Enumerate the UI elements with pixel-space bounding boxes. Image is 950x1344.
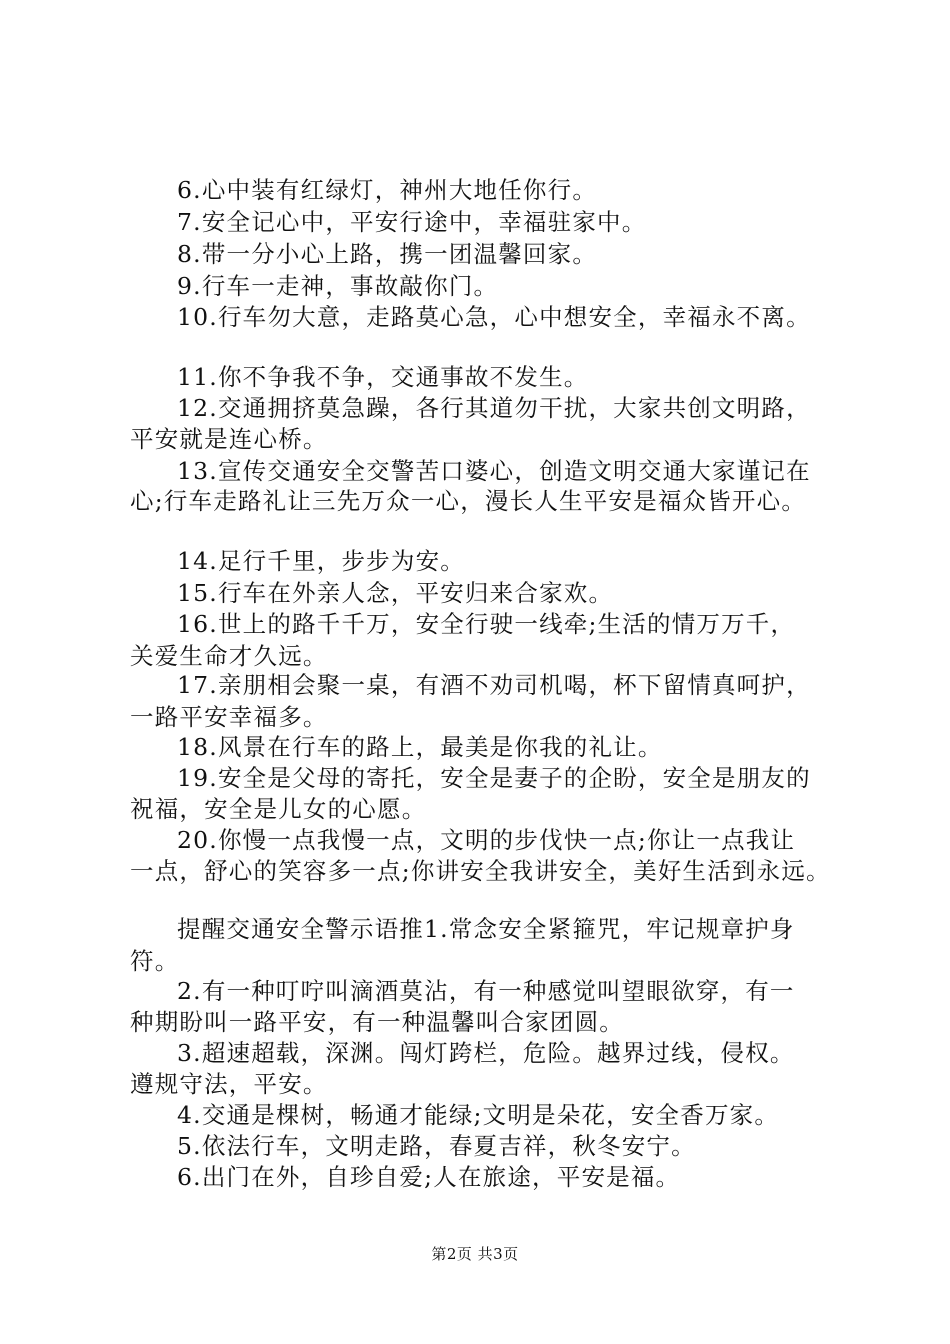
text-line: 9.行车一走神，事故敲你门。 (177, 272, 499, 300)
page-number-footer: 第2页 共3页 (431, 1245, 519, 1263)
text-line: 10.行车勿大意，走路莫心急，心中想安全，幸福永不离。 (177, 303, 811, 331)
text-line: 12.交通拥挤莫急躁，各行其道勿干扰，大家共创文明路， (177, 394, 811, 422)
text-line: 心;行车走路礼让三先万众一心，漫长人生平安是福众皆开心。 (130, 487, 807, 515)
text-line: 11.你不争我不争，交通事故不发生。 (177, 363, 589, 391)
text-line: 17.亲朋相会聚一桌，有酒不劝司机喝，杯下留情真呵护， (177, 671, 811, 699)
text-line: 种期盼叫一路平安，有一种温馨叫合家团圆。 (130, 1008, 624, 1036)
text-line: 一点，舒心的笑容多一点;你讲安全我讲安全，美好生活到永远。 (130, 857, 831, 885)
text-line: 16.世上的路千千万，安全行驶一线牵;生活的情万万千， (177, 610, 796, 638)
text-line: 15.行车在外亲人念，平安归来合家欢。 (177, 579, 614, 607)
text-line: 19.安全是父母的寄托，安全是妻子的企盼，安全是朋友的 (177, 764, 811, 792)
text-line: 遵规守法，平安。 (130, 1070, 328, 1098)
text-line: 平安就是连心桥。 (130, 425, 328, 453)
text-line: 14.足行千里，步步为安。 (177, 547, 465, 575)
text-line: 4.交通是棵树，畅通才能绿;文明是朵花，安全香万家。 (177, 1101, 780, 1129)
text-line: 2.有一种叮咛叫滴酒莫沾，有一种感觉叫望眼欲穿，有一 (177, 977, 795, 1005)
text-line: 7.安全记心中，平安行途中，幸福驻家中。 (177, 208, 647, 236)
text-line: 18.风景在行车的路上，最美是你我的礼让。 (177, 733, 663, 761)
text-line: 13.宣传交通安全交警苦口婆心，创造文明交通大家谨记在 (177, 457, 811, 485)
text-line: 关爱生命才久远。 (130, 642, 328, 670)
text-line: 6.出门在外，自珍自爱;人在旅途，平安是福。 (177, 1163, 681, 1191)
text-line: 6.心中装有红绿灯，神州大地任你行。 (177, 176, 598, 204)
text-line: 符。 (130, 947, 180, 975)
text-line: 3.超速超载，深渊。闯灯跨栏，危险。越界过线，侵权。 (177, 1039, 795, 1067)
text-line: 20.你慢一点我慢一点，文明的步伐快一点;你让一点我让 (177, 826, 796, 854)
text-line: 一路平安幸福多。 (130, 703, 328, 731)
text-line: 8.带一分小心上路，携一团温馨回家。 (177, 240, 598, 268)
text-line: 5.依法行车，文明走路，春夏吉祥，秋冬安宁。 (177, 1132, 696, 1160)
text-line: 祝福，安全是儿女的心愿。 (130, 795, 427, 823)
text-line: 提醒交通安全警示语推1.常念安全紧箍咒，牢记规章护身 (177, 915, 795, 943)
